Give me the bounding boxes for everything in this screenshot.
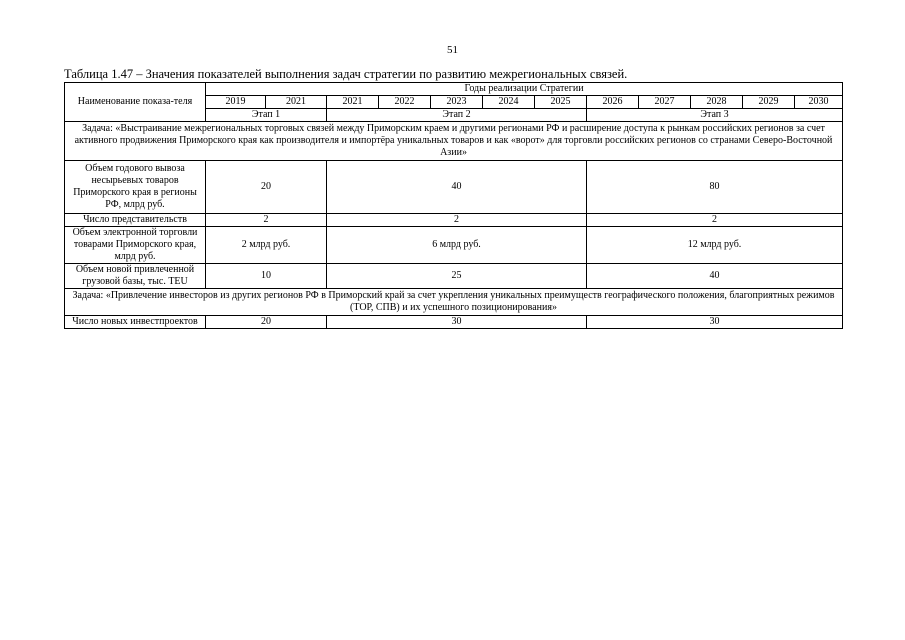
task-row	[65, 122, 843, 161]
stage-2-value: 25	[327, 264, 587, 289]
indicator-name: Объем годового вывоза несырьевых товаров Приморского края в регионы РФ, млрд руб.	[65, 161, 206, 214]
indicator-name: Объем новой привлеченной грузовой базы, тыс. TEU	[65, 264, 206, 289]
table-caption: Таблица 1.47 – Значения показателей выполнения задач стратегии по развитию межрегиональных связей.	[64, 67, 628, 81]
stage-1-value: 10	[206, 264, 327, 289]
task-row	[65, 289, 843, 316]
table-row	[65, 161, 843, 214]
header-year: 2028	[691, 96, 743, 109]
stage-3-value: 80	[587, 161, 843, 214]
table-row	[65, 214, 843, 227]
table-row	[65, 227, 843, 264]
stage-3-value: 2	[587, 214, 843, 227]
header-year: 2021	[266, 96, 327, 109]
stage-1-value: 2 млрд руб.	[206, 227, 327, 264]
header-stage-2: Этап 2	[327, 109, 587, 122]
header-year: 2025	[535, 96, 587, 109]
table-row	[65, 264, 843, 289]
header-stage-3: Этап 3	[587, 109, 843, 122]
stage-2-value: 6 млрд руб.	[327, 227, 587, 264]
stage-3-value: 40	[587, 264, 843, 289]
header-year: 2022	[379, 96, 431, 109]
stage-2-value: 2	[327, 214, 587, 227]
table-row	[65, 316, 843, 329]
stage-1-value: 20	[206, 161, 327, 214]
header-year: 2029	[743, 96, 795, 109]
indicator-name: Число представительств	[65, 214, 206, 227]
indicator-name: Число новых инвестпроектов	[65, 316, 206, 329]
header-years-title: Годы реализации Стратегии	[206, 83, 843, 96]
stage-1-value: 20	[206, 316, 327, 329]
task-title: Задача: «Привлечение инвесторов из других регионов РФ в Приморский край за счет укрепления уникальных преимуществ географического положения, благоприятных режимов (ТОР, СПВ) и их успешного позиционирования»	[65, 289, 843, 316]
stage-2-value: 30	[327, 316, 587, 329]
header-year: 2021	[327, 96, 379, 109]
indicators-table	[64, 82, 843, 329]
stage-1-value: 2	[206, 214, 327, 227]
header-year: 2027	[639, 96, 691, 109]
header-stage-1: Этап 1	[206, 109, 327, 122]
header-indicator-name: Наименование показа-теля	[65, 83, 206, 122]
header-year: 2023	[431, 96, 483, 109]
header-year: 2030	[795, 96, 843, 109]
header-year: 2019	[206, 96, 266, 109]
stage-3-value: 30	[587, 316, 843, 329]
stage-2-value: 40	[327, 161, 587, 214]
page-number: 51	[447, 44, 458, 56]
stage-3-value: 12 млрд руб.	[587, 227, 843, 264]
task-title: Задача: «Выстраивание межрегиональных торговых связей между Приморским краем и другими регионами РФ и расширение доступа к рынкам российских регионов за счет активного продвижения Приморского края как производителя и импортёра уникальных товаров и как «ворот» для торговли российских регионов со странами Северо-Восточной Азии»	[65, 122, 843, 161]
header-year: 2024	[483, 96, 535, 109]
header-year: 2026	[587, 96, 639, 109]
indicator-name: Объем электронной торговли товарами Приморского края, млрд руб.	[65, 227, 206, 264]
